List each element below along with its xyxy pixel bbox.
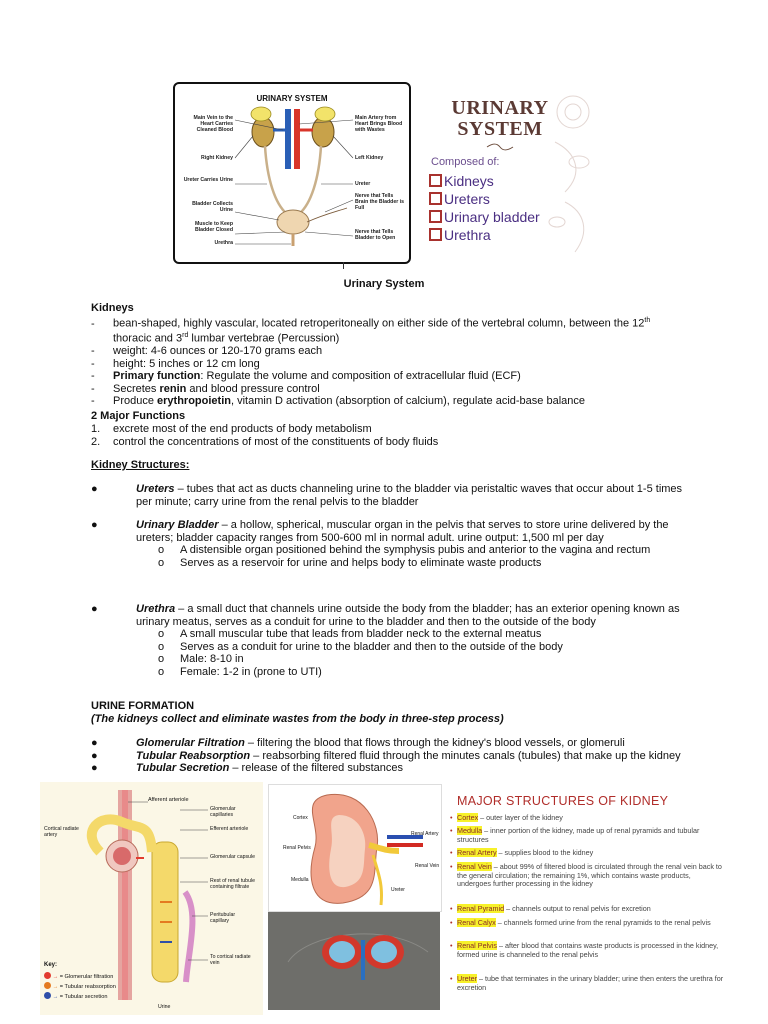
label-left-kidney: Left Kidney	[355, 155, 384, 161]
label-efferent: Efferent arteriole	[210, 826, 249, 832]
label-capsule: Glomerular capsule	[210, 854, 255, 860]
figure-tick	[343, 262, 344, 269]
urine-formation-heading: URINE FORMATION	[91, 700, 195, 712]
kidney-3d-drawing	[268, 912, 440, 1010]
composed-item: Urinary bladder	[429, 208, 540, 226]
checkbox-icon	[429, 174, 442, 187]
list-item: - weight: 4-6 ounces or 120-170 grams each	[91, 345, 323, 358]
urinary-system-figure	[173, 82, 411, 264]
key-secretion: → = Tubular secretion	[44, 992, 116, 1002]
checkbox-icon	[429, 210, 442, 223]
kidney-photo	[268, 912, 440, 1010]
composed-item: Ureters	[429, 190, 540, 208]
list-item: 1. excrete most of the end products of body metabolism	[91, 423, 372, 435]
list-item: thoracic and 3rd lumbar vertebrae (Percussion)	[113, 332, 340, 345]
formation-steps	[91, 737, 711, 775]
ornament-icon	[485, 142, 515, 152]
label-main-vein: Main Vein to the Heart Carries Cleaned Blood	[193, 115, 233, 133]
composed-item: Urethra	[429, 226, 540, 244]
label-to-vein: To cortical radiate vein	[210, 954, 251, 966]
urethra-item: ● Urethra – a small duct that channels urine outside the body from the bladder; has an exterior opening known as urinary meatus, serves as a conduit for urine to the bladder and then to the outside of the body o A small muscular tube that leads from bladder neck to the external meatus o Serves as a conduit for urine to the bladder and then to the outside of the body o Male: 8-10 in o Female: 1-2 in (prone to UTI)	[91, 603, 701, 678]
label-renal-artery: Renal Artery	[411, 831, 439, 837]
label-ureter-carries: Ureter Carries Urine	[183, 177, 233, 183]
label-renal-tubule: Rest of renal tubule containing filtrate	[210, 878, 255, 890]
composed-of-label: Composed of:	[431, 156, 500, 168]
figure-heading: URINARY SYSTEM	[256, 94, 328, 103]
label-muscle: Muscle to Keep Bladder Closed	[194, 221, 233, 233]
list-item: - bean-shaped, highly vascular, located retroperitoneally on either side of the vertebral column, between the 12th	[91, 317, 651, 330]
list-item: 2. control the concentrations of most of the constituents of body fluids	[91, 435, 439, 448]
sub-item: o A distensible organ positioned behind the symphysis pubis and anterior to the vagina and rectum	[158, 544, 651, 556]
label-main-artery: Main Artery from Heart Brings Blood with Wastes	[355, 115, 403, 133]
list-item: - height: 5 inches or 12 cm long	[91, 357, 260, 370]
list-item: • Renal Calyx – channels formed urine from the renal pyramids to the renal pelvis	[450, 918, 711, 927]
list-item: • Renal Pelvis – after blood that contains waste products is processed in the kidney, formed urine is channeled to the renal pelvis	[450, 941, 719, 959]
label-afferent: Afferent arteriole	[148, 797, 189, 803]
ureters-item: ● Ureters – tubes that act as ducts channeling urine to the bladder via peristaltic waves that occur about 1-5 times per minute; carry urine from the renal pelvis to the bladder	[91, 483, 683, 508]
figure-caption: Urinary System	[343, 278, 425, 290]
title-card	[425, 82, 595, 262]
kidneys-heading: Kidneys	[91, 302, 134, 314]
title-line-1: URINARY	[451, 97, 549, 119]
kidney-section-figure	[268, 784, 440, 1010]
label-urine: Urine	[158, 1004, 171, 1010]
label-nerve-open: Nerve that Tells Bladder to Open	[355, 229, 396, 241]
label-cortical-radiate-artery: Cortical radiate artery	[44, 826, 79, 838]
bladder-item: ● Urinary Bladder – a hollow, spherical, muscular organ in the pelvis that serves to store urine delivered by the ureters; bladder capacity ranges from 500-600 ml in normal adult. urine output: 1,500 ml per day o A distensible organ positioned behind the symphysis pubis and anterior to the vagina and rectum o Serves as a reservoir for urine and helps body to eliminate waste products	[91, 519, 701, 569]
list-item: ● Tubular Secretion – release of the filtered substances	[91, 762, 403, 774]
major-structures-title: MAJOR STRUCTURES OF KIDNEY	[457, 794, 669, 808]
list-item: • Ureter – tube that terminates in the urinary bladder; urine then enters the urethra for excretion	[450, 974, 724, 992]
nephron-figure	[40, 782, 263, 1015]
list-item: - Produce erythropoietin, vitamin D activation (absorption of calcium), regulate acid-base balance	[91, 395, 585, 408]
kidneys-list	[91, 315, 691, 408]
structures-heading: Kidney Structures:	[91, 459, 190, 471]
functions-heading: 2 Major Functions	[91, 410, 186, 422]
sub-item: o A small muscular tube that leads from bladder neck to the external meatus	[158, 628, 542, 640]
list-item: - Primary function: Regulate the volume and composition of extracellular fluid (ECF)	[91, 370, 521, 383]
sub-item: o Male: 8-10 in	[158, 653, 244, 665]
label-medulla: Medulla	[291, 877, 309, 883]
label-renal-vein: Renal Vein	[415, 863, 440, 869]
composed-item: Kidneys	[429, 172, 540, 190]
list-item: ● Tubular Reabsorption – reabsorbing filtered fluid through the minutes canals (tubules) that make up the kidney	[91, 749, 681, 762]
list-item: • Renal Vein – about 99% of filtered blood is circulated through the renal vein back to the general circulation; the remaining 1%, which contains waste products, undergoes further processing in the kidney	[450, 862, 722, 889]
label-ureter: Ureter	[355, 181, 371, 187]
key-list	[44, 972, 116, 1002]
label-bladder: Bladder Collects Urine	[192, 201, 233, 213]
label-peritubular: Peritubular capillary	[210, 912, 236, 924]
label-renal-pelvis: Renal Pelvis	[283, 845, 311, 851]
label-glomerular-capillaries: Glomerular capillaries	[210, 806, 236, 818]
major-structures-panel	[447, 782, 730, 1015]
sub-item: o Female: 1-2 in (prone to UTI)	[158, 665, 322, 678]
label-ureter-kidney: Ureter	[391, 887, 405, 893]
label-right-kidney: Right Kidney	[201, 155, 233, 161]
checkbox-icon	[429, 192, 442, 205]
label-urethra: Urethra	[214, 240, 233, 246]
list-item: ● Glomerular Filtration – filtering the blood that flows through the kidney's blood vessels, or glomeruli	[91, 737, 625, 749]
kidney-cross-section	[268, 784, 442, 912]
functions-list	[91, 423, 691, 448]
key-title: Key:	[44, 962, 58, 968]
composed-list	[429, 172, 540, 244]
checkbox-icon	[429, 228, 442, 241]
list-item: • Renal Artery – supplies blood to the kidney	[450, 848, 594, 857]
key-reabsorption: → = Tubular reabsorption	[44, 982, 116, 992]
label-nerve-full: Nerve that Tells Brain the Bladder is Full	[355, 193, 405, 211]
list-item: • Cortex – outer layer of the kidney	[450, 813, 563, 822]
list-item: • Medulla – inner portion of the kidney, made up of renal pyramids and tubular structures	[450, 826, 700, 844]
sub-item: o Serves as a conduit for urine to the bladder and then to the outside of the body	[158, 640, 563, 653]
key-filtration: → = Glomerular filtration	[44, 972, 116, 982]
urine-formation-subtitle: (The kidneys collect and eliminate wastes from the body in three-step process)	[91, 713, 504, 725]
list-item: • Renal Pyramid – channels output to renal pelvis for excretion	[450, 904, 651, 913]
list-item: - Secretes renin and blood pressure control	[91, 382, 320, 395]
label-cortex: Cortex	[293, 815, 308, 821]
title-line-2: SYSTEM	[457, 118, 543, 140]
sub-item: o Serves as a reservoir for urine and helps body to eliminate waste products	[158, 556, 542, 569]
